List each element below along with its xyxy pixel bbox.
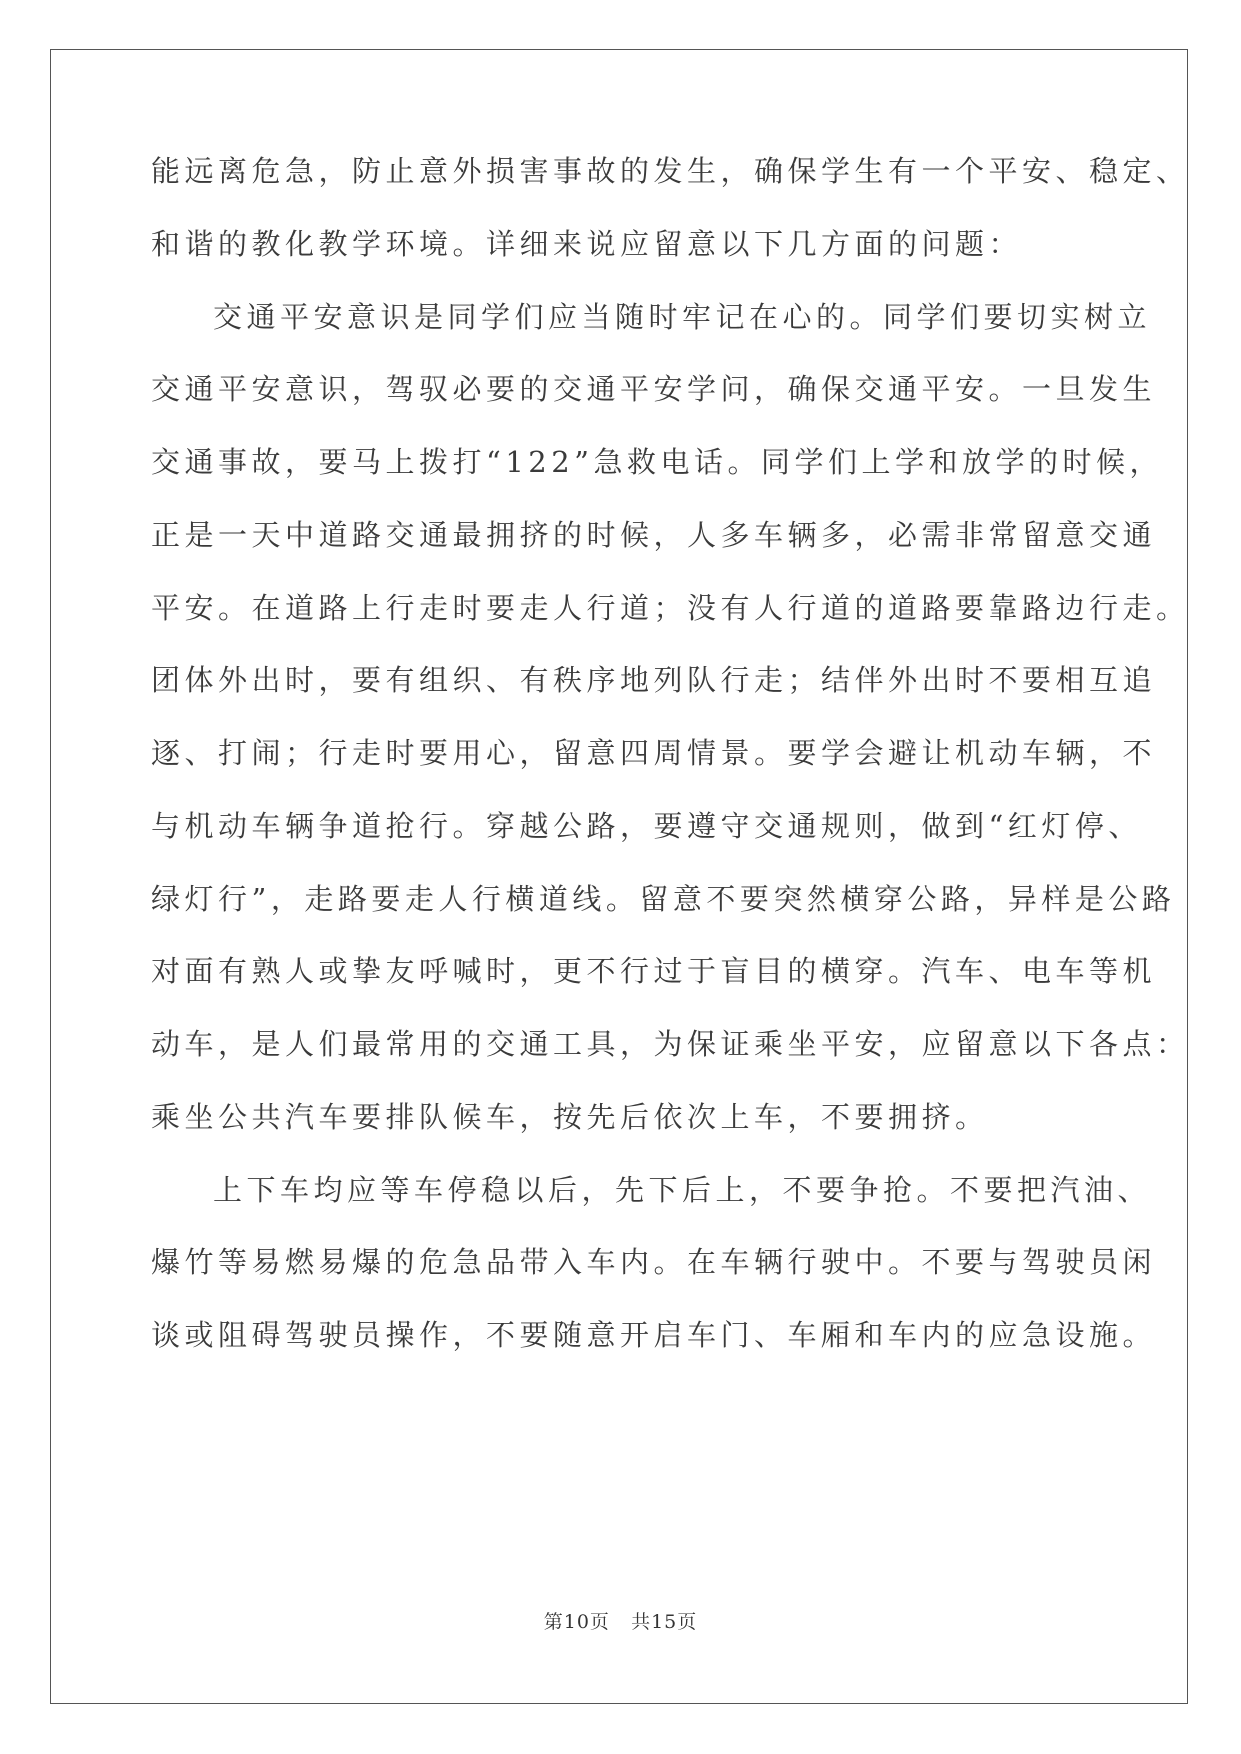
page-footer — [0, 1607, 1241, 1634]
text-line: 平安。在道路上行走时要走人行道；没有人行道的道路要靠路边行走。 — [151, 591, 1190, 625]
text-line: 和谐的教化教学环境。详细来说应留意以下几方面的问题： — [151, 227, 1023, 261]
text-line: 动车，是人们最常用的交通工具，为保证乘坐平安，应留意以下各点： — [151, 1027, 1190, 1061]
text-line: 团体外出时，要有组织、有秩序地列队行走；结伴外出时不要相互追 — [151, 663, 1157, 697]
text-line: 绿灯行”，走路要走人行横道线。留意不要突然横穿公路，异样是公路 — [151, 882, 1176, 916]
paragraph-start-line: 上下车均应等车停稳以后，先下后上，不要争抢。不要把汽油、 — [213, 1173, 1152, 1207]
total-pages: 共15页 — [631, 1611, 698, 1633]
text-line: 谈或阻碍驾驶员操作，不要随意开启车门、车厢和车内的应急设施。 — [151, 1318, 1157, 1352]
page-number: 第10页 — [543, 1611, 610, 1633]
paragraph-start-line: 交通平安意识是同学们应当随时牢记在心的。同学们要切实树立 — [213, 300, 1152, 334]
text-line: 能远离危急，防止意外损害事故的发生，确保学生有一个平安、稳定、 — [151, 154, 1190, 188]
text-line: 交通事故，要马上拨打“122”急救电话。同学们上学和放学的时候， — [151, 445, 1164, 479]
text-line: 乘坐公共汽车要排队候车，按先后依次上车，不要拥挤。 — [151, 1100, 989, 1134]
text-line: 逐、打闹；行走时要用心，留意四周情景。要学会避让机动车辆，不 — [151, 736, 1157, 770]
text-line: 与机动车辆争道抢行。穿越公路，要遵守交通规则，做到“红灯停、 — [151, 809, 1142, 843]
text-line: 对面有熟人或挚友呼喊时，更不行过于盲目的横穿。汽车、电车等机 — [151, 954, 1157, 988]
text-line: 爆竹等易燃易爆的危急品带入车内。在车辆行驶中。不要与驾驶员闲 — [151, 1245, 1157, 1279]
text-line: 交通平安意识，驾驭必要的交通平安学问，确保交通平安。一旦发生 — [151, 372, 1157, 406]
text-line: 正是一天中道路交通最拥挤的时候，人多车辆多，必需非常留意交通 — [151, 518, 1157, 552]
